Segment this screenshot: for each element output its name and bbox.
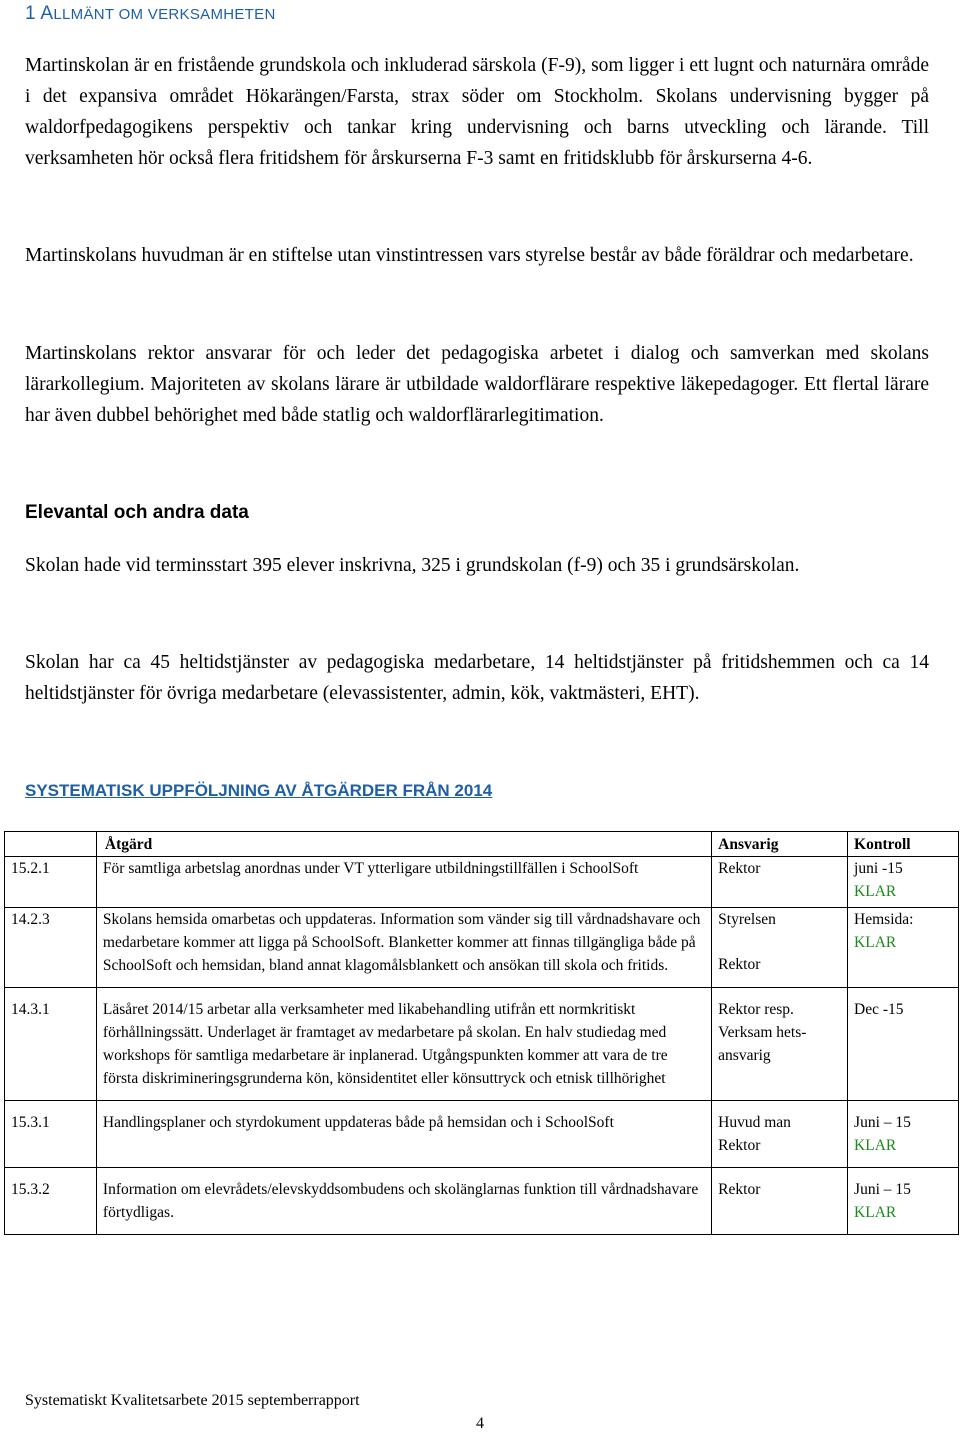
row-id: 15.3.2 (5, 1168, 97, 1235)
responsible-secondary: Rektor (718, 1137, 761, 1154)
table-row (5, 1101, 959, 1168)
control-date: Juni – 15 (854, 1114, 911, 1131)
row-action: Handlingsplaner och styrdokument uppdateras både på hemsidan och i SchoolSoft (96, 1101, 711, 1168)
heading-first-letter: A (40, 3, 54, 24)
page-footer: Systematiskt Kvalitetsarbete 2015 septemberrapport (25, 1392, 360, 1409)
row-action: För samtliga arbetslag anordnas under VT ytterligare utbildningstillfällen i SchoolSoft (96, 857, 711, 908)
table-row (5, 988, 959, 1101)
responsible-secondary: Rektor (718, 956, 761, 973)
section-heading (25, 3, 925, 25)
row-action: Skolans hemsida omarbetas och uppdateras. Information som vänder sig till vårdnadshavare och medarbetare kommer att ligga på SchoolSoft. Blanketter kommer att finnas tillgängliga både på SchoolSoft och hemsidan, bland annat klagomålsblankett och ansökan till skola och fritids. (96, 908, 711, 988)
table-row (5, 1168, 959, 1235)
header-responsible: Ansvarig (712, 832, 848, 857)
row-responsible: Rektor (712, 857, 848, 908)
followup-table (4, 831, 959, 1235)
responsible-primary: Styrelsen (718, 911, 776, 928)
row-control (848, 1168, 959, 1235)
table-row (5, 908, 959, 988)
row-responsible (712, 1101, 848, 1168)
row-id: 14.3.1 (5, 988, 97, 1101)
row-control (848, 908, 959, 988)
row-id: 15.3.1 (5, 1101, 97, 1168)
row-action: Läsåret 2014/15 arbetar alla verksamheter med likabehandling utifrån ett normkritiskt förhållningssätt. Underlaget är framtaget av medarbetare på skolan. En halv studiedag med workshops för samtliga medarbetare är inplanerad. Utgångspunkten kommer att vara de tre första diskrimineringsgrunderna kön, könsidentitet eller könsuttryck och etnisk tillhörighet (96, 988, 711, 1101)
row-control (848, 857, 959, 908)
principal-paragraph: Martinskolans rektor ansvarar för och leder det pedagogiska arbetet i dialog och samverkan med skolans lärarkollegium. Majoriteten av skolans lärare är utbildade waldorflärare respektive läkepedagoger. Ett flertal lärare har även dubbel behörighet med både statlig och waldorflärarlegitimation. (25, 343, 929, 426)
header-action: Åtgärd (96, 832, 711, 857)
status-badge: KLAR (854, 883, 897, 900)
row-control (848, 1101, 959, 1168)
control-date: Juni – 15 (854, 1181, 911, 1198)
row-id: 15.2.1 (5, 857, 97, 908)
students-paragraph: Skolan hade vid terminsstart 395 elever inskrivna, 325 i grundskolan (f-9) och 35 i grundsärskolan. (25, 555, 800, 576)
control-date: juni -15 (854, 860, 903, 877)
staff-paragraph: Skolan har ca 45 heltidstjänster av pedagogiska medarbetare, 14 heltidstjänster på fritidshemmen och ca 14 heltidstjänster för övriga medarbetare (elevassistenter, admin, kök, vaktmästeri, EHT). (25, 652, 929, 704)
row-action: Information om elevrådets/elevskyddsombudens och skolänglarnas funktion till vårdnadshavare förtydligas. (96, 1168, 711, 1235)
header-id (5, 832, 97, 857)
followup-section-title: SYSTEMATISK UPPFÖLJNING AV ÅTGÄRDER FRÅN 2014 (25, 781, 493, 800)
heading-number: 1 (25, 3, 36, 24)
row-control: Dec -15 (848, 988, 959, 1101)
data-subheading: Elevantal och andra data (25, 502, 249, 523)
status-badge: KLAR (854, 1204, 897, 1221)
row-responsible: Rektor resp. Verksam hets- ansvarig (712, 988, 848, 1101)
row-responsible: Rektor (712, 1168, 848, 1235)
status-badge: KLAR (854, 934, 897, 951)
row-id: 14.2.3 (5, 908, 97, 988)
page-number: 4 (476, 1415, 484, 1432)
control-date: Hemsida: (854, 911, 914, 928)
governance-paragraph: Martinskolans huvudman är en stiftelse utan vinstintressen vars styrelse består av både föräldrar och medarbetare. (25, 245, 914, 266)
header-control: Kontroll (848, 832, 959, 857)
intro-paragraph: Martinskolan är en fristående grundskola och inkluderad särskola (F-9), som ligger i ett lugnt och naturnära område i det expansiva området Hökarängen/Farsta, strax söder om Stockholm. Skolans undervisning bygger på waldorfpedagogikens perspektiv och tankar kring undervisning och barns utveckling och lärande. Till verksamheten hör också flera fritidshem för årskurserna F-3 samt en fritidsklubb för årskurserna 4-6. (25, 55, 929, 169)
status-badge: KLAR (854, 1137, 897, 1154)
table-row (5, 857, 959, 908)
row-responsible (712, 908, 848, 988)
heading-rest: LLMÄNT OM VERKSAMHETEN (53, 6, 276, 23)
responsible-primary: Huvud man (718, 1114, 791, 1131)
table-header-row (5, 832, 959, 857)
